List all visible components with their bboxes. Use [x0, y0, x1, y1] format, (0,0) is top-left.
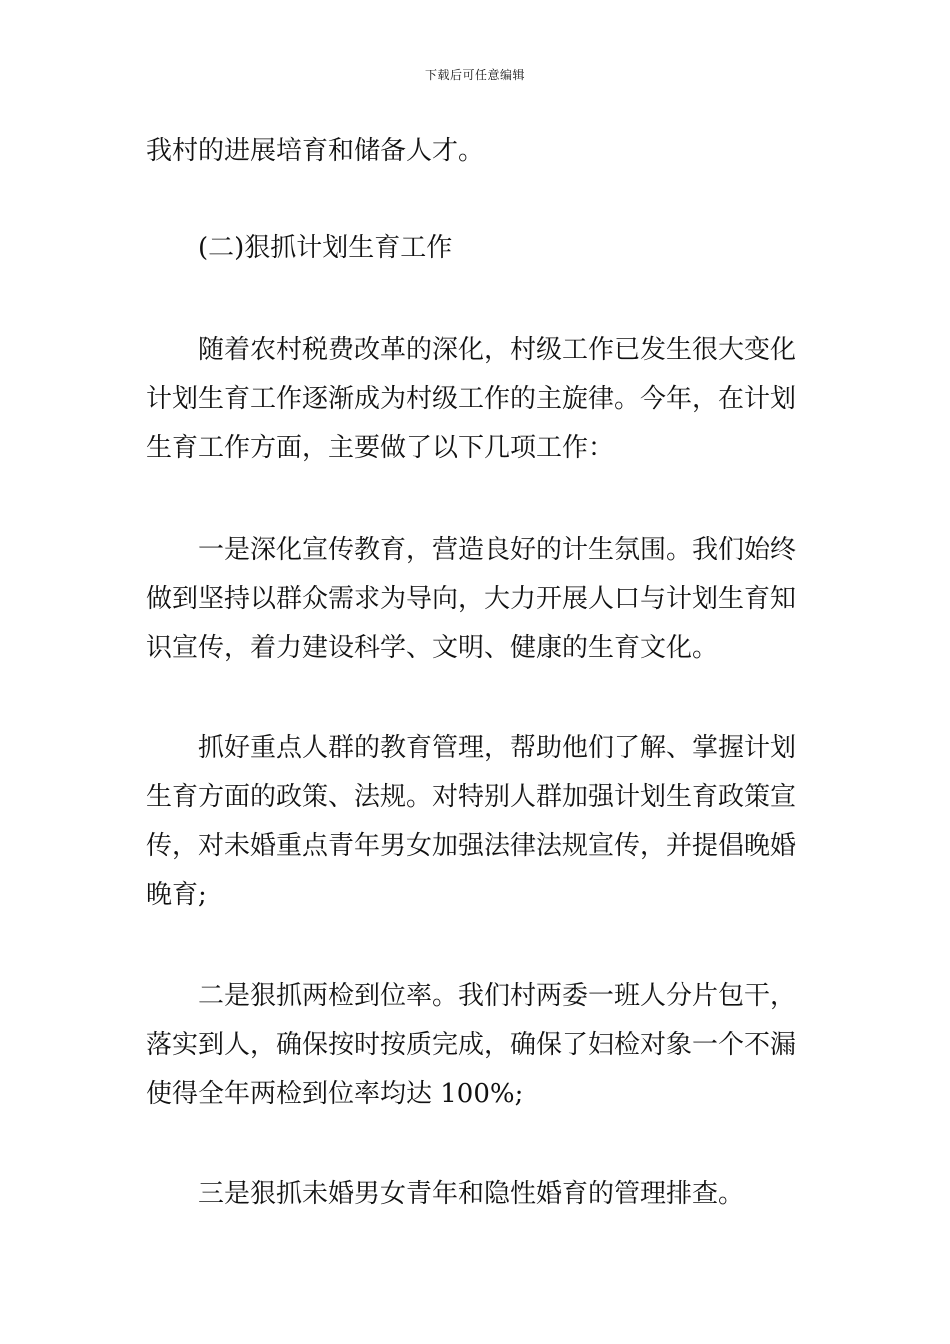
text-line: 随着农村税费改革的深化，村级工作已发生很大变化	[198, 335, 797, 365]
text-line: 生育工作方面，主要做了以下几项工作：	[146, 433, 615, 463]
page-header: 下载后可任意编辑	[424, 68, 525, 82]
text-line: 我村的进展培育和储备人才。	[146, 136, 485, 166]
text-line: 晚育;	[146, 880, 207, 910]
text-line: 做到坚持以群众需求为导向，大力开展人口与计划生育知	[146, 584, 797, 614]
text-line: 一是深化宣传教育，营造良好的计生氛围。我们始终	[198, 535, 797, 565]
text-line: 识宣传，着力建设科学、文明、健康的生育文化。	[146, 633, 719, 663]
text-line: 落实到人，确保按时按质完成，确保了妇检对象一个不漏	[146, 1030, 797, 1060]
text-line: 传，对未婚重点青年男女加强法律法规宣传，并提倡晚婚	[146, 831, 797, 861]
text-line: 抓好重点人群的教育管理，帮助他们了解、掌握计划	[198, 733, 797, 763]
text-line: 生育方面的政策、法规。对特别人群加强计划生育政策宣	[146, 782, 797, 812]
text-line: 三是狠抓未婚男女青年和隐性婚育的管理排查。	[198, 1179, 745, 1209]
text-line: 二是狠抓两检到位率。我们村两委一班人分片包干，	[198, 981, 797, 1011]
section-heading: (二)狠抓计划生育工作	[198, 233, 453, 263]
text-line: 计划生育工作逐渐成为村级工作的主旋律。今年，在计划	[146, 384, 797, 414]
text-line: 使得全年两检到位率均达 100%;	[146, 1079, 524, 1109]
